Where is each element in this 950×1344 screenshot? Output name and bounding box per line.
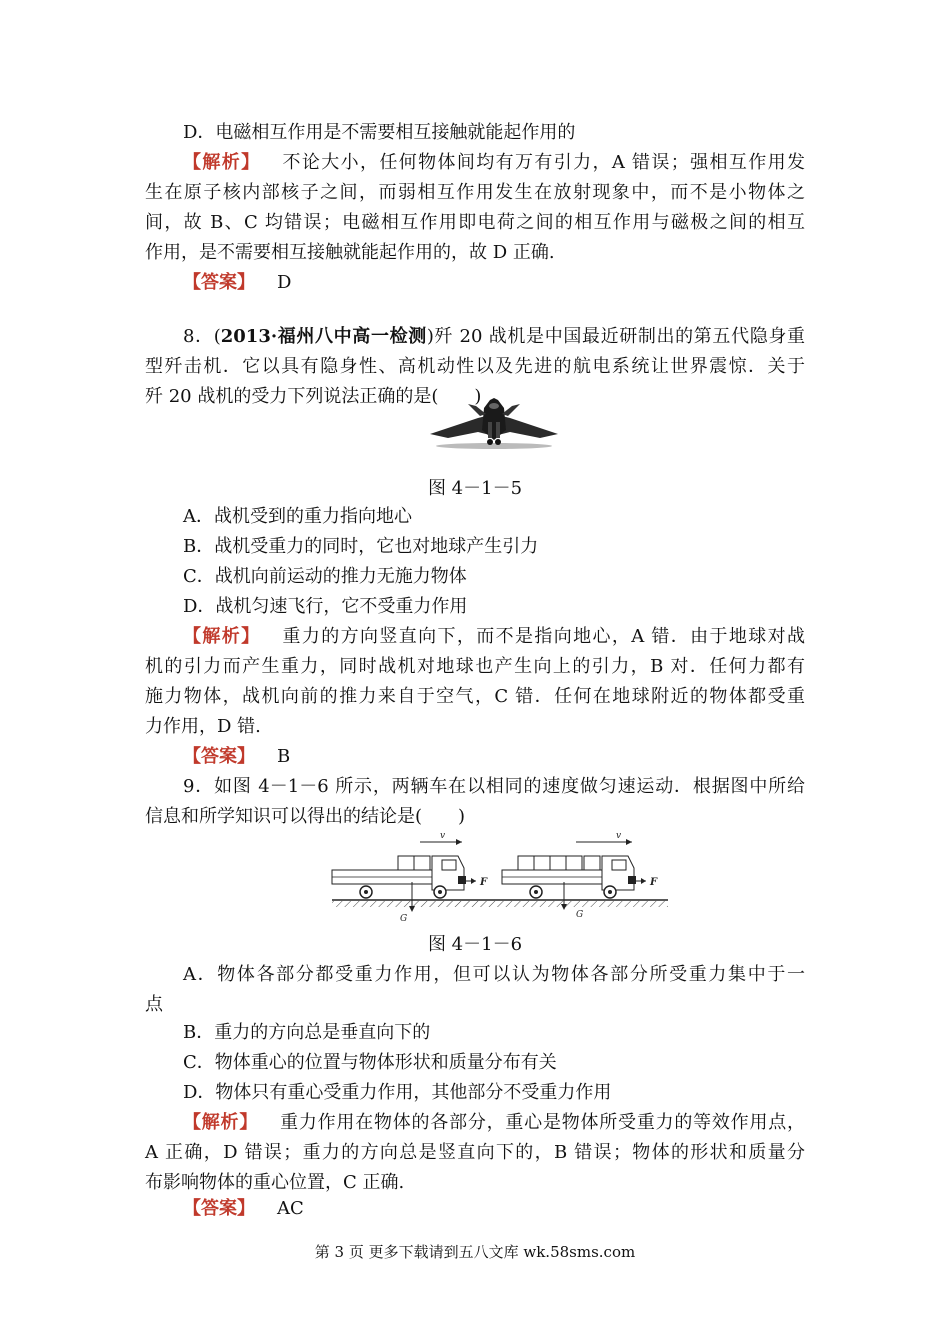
truck-left	[332, 831, 488, 924]
answer-tag: 【答案】	[183, 746, 255, 767]
figure-caption-4-1-5: 图 4－1－5	[427, 478, 523, 499]
q7-answer	[183, 268, 843, 298]
q7-analysis-line-2: 生在原子核内部核子之间，而弱相互作用发生在放射现象中，而不是小物体之	[145, 182, 805, 203]
q9-answer	[183, 1194, 843, 1224]
q9-stem-line-2: 信息和所学知识可以得出的结论是( )	[145, 806, 466, 827]
q9-option-c: C．物体重心的位置与物体形状和质量分布有关	[183, 1052, 557, 1073]
force-label: F	[480, 877, 488, 888]
q9-stem-line-1: 9．如图 4－1－6 所示，两辆车在以相同的速度做匀速运动．根据图中所给	[183, 776, 805, 797]
q8-analysis-line-1: 【解析】 重力的方向竖直向下，而不是指向地心，A 错．由于地球对战	[183, 626, 806, 647]
answer-tag: 【答案】	[183, 272, 255, 293]
q8-stem-line-2: 型歼击机．它以具有隐身性、高机动性以及先进的航电系统让世界震惊．关于	[145, 356, 805, 377]
velocity-label: v	[616, 831, 622, 841]
velocity-label: v	[440, 831, 446, 841]
q9-option-b: B．重力的方向总是垂直向下的	[183, 1022, 431, 1043]
q7-analysis-line-3: 间，故 B、C 均错误；电磁相互作用即电荷之间的相互作用与磁极之间的相互	[145, 212, 805, 233]
q9-analysis-line-3: 布影响物体的重心位置，C 正确.	[145, 1172, 405, 1193]
q8-answer	[183, 742, 843, 772]
figure-caption-4-1-6: 图 4－1－6	[427, 934, 523, 955]
q8-stem-line-3: 歼 20 战机的受力下列说法正确的是( )	[145, 386, 482, 407]
q9-analysis-line-1: 【解析】 重力作用在物体的各部分，重心是物体所受重力的等效作用点，	[183, 1112, 806, 1133]
q7-analysis-line-4: 作用，是不需要相互接触就能起作用的，故 D 正确.	[145, 242, 555, 263]
q9-analysis-line-2: A 正确，D 错误；重力的方向总是竖直向下的，B 错误；物体的形状和质量分	[145, 1142, 805, 1163]
q8-analysis-line-2: 机的引力而产生重力，同时战机对地球也产生向上的引力，B 对．任何力都有	[145, 656, 805, 677]
two-trucks-figure	[330, 828, 670, 924]
q8-option-d: D．战机匀速飞行，它不受重力作用	[183, 596, 468, 617]
force-label: F	[650, 877, 658, 888]
q7-option-d: D．电磁相互作用是不需要相互接触就能起作用的	[183, 122, 576, 143]
q9-option-a-line-1: A．物体各部分都受重力作用，但可以认为物体各部分所受重力集中于一	[183, 964, 805, 985]
page-footer: 第 3 页 更多下载请到五八文库 wk.58sms.com	[314, 1243, 636, 1261]
q8-option-a: A．战机受到的重力指向地心	[183, 506, 412, 527]
q7-analysis-line-1: 【解析】 不论大小，任何物体间均有万有引力，A 错误；强相互作用发	[183, 152, 806, 173]
analysis-tag: 【解析】	[183, 1112, 259, 1133]
q8-analysis-line-4: 力作用，D 错.	[145, 716, 261, 737]
gravity-label: G	[400, 914, 408, 924]
q8-source: 2013·福州八中高一检测	[220, 326, 427, 347]
q7-answer-value: D	[277, 272, 292, 293]
q8-option-b: B．战机受重力的同时，它也对地球产生引力	[183, 536, 539, 557]
q8-answer-value: B	[277, 746, 291, 767]
fighter-jet-figure	[428, 398, 560, 450]
analysis-tag: 【解析】	[183, 152, 261, 173]
answer-tag: 【答案】	[183, 1198, 255, 1219]
q9-answer-value: AC	[277, 1198, 304, 1219]
q8-analysis-line-3: 施力物体，战机向前的推力来自于空气，C 错．任何在地球附近的物体都受重	[145, 686, 805, 707]
gravity-label: G	[576, 910, 584, 920]
q9-option-d: D．物体只有重心受重力作用，其他部分不受重力作用	[183, 1082, 612, 1103]
q8-stem-line-1: 8．(2013·福州八中高一检测)歼 20 战机是中国最近研制出的第五代隐身重	[183, 326, 805, 347]
analysis-tag: 【解析】	[183, 626, 261, 647]
q8-option-c: C．战机向前运动的推力无施力物体	[183, 566, 467, 587]
q9-option-a-line-2: 点	[145, 994, 163, 1015]
